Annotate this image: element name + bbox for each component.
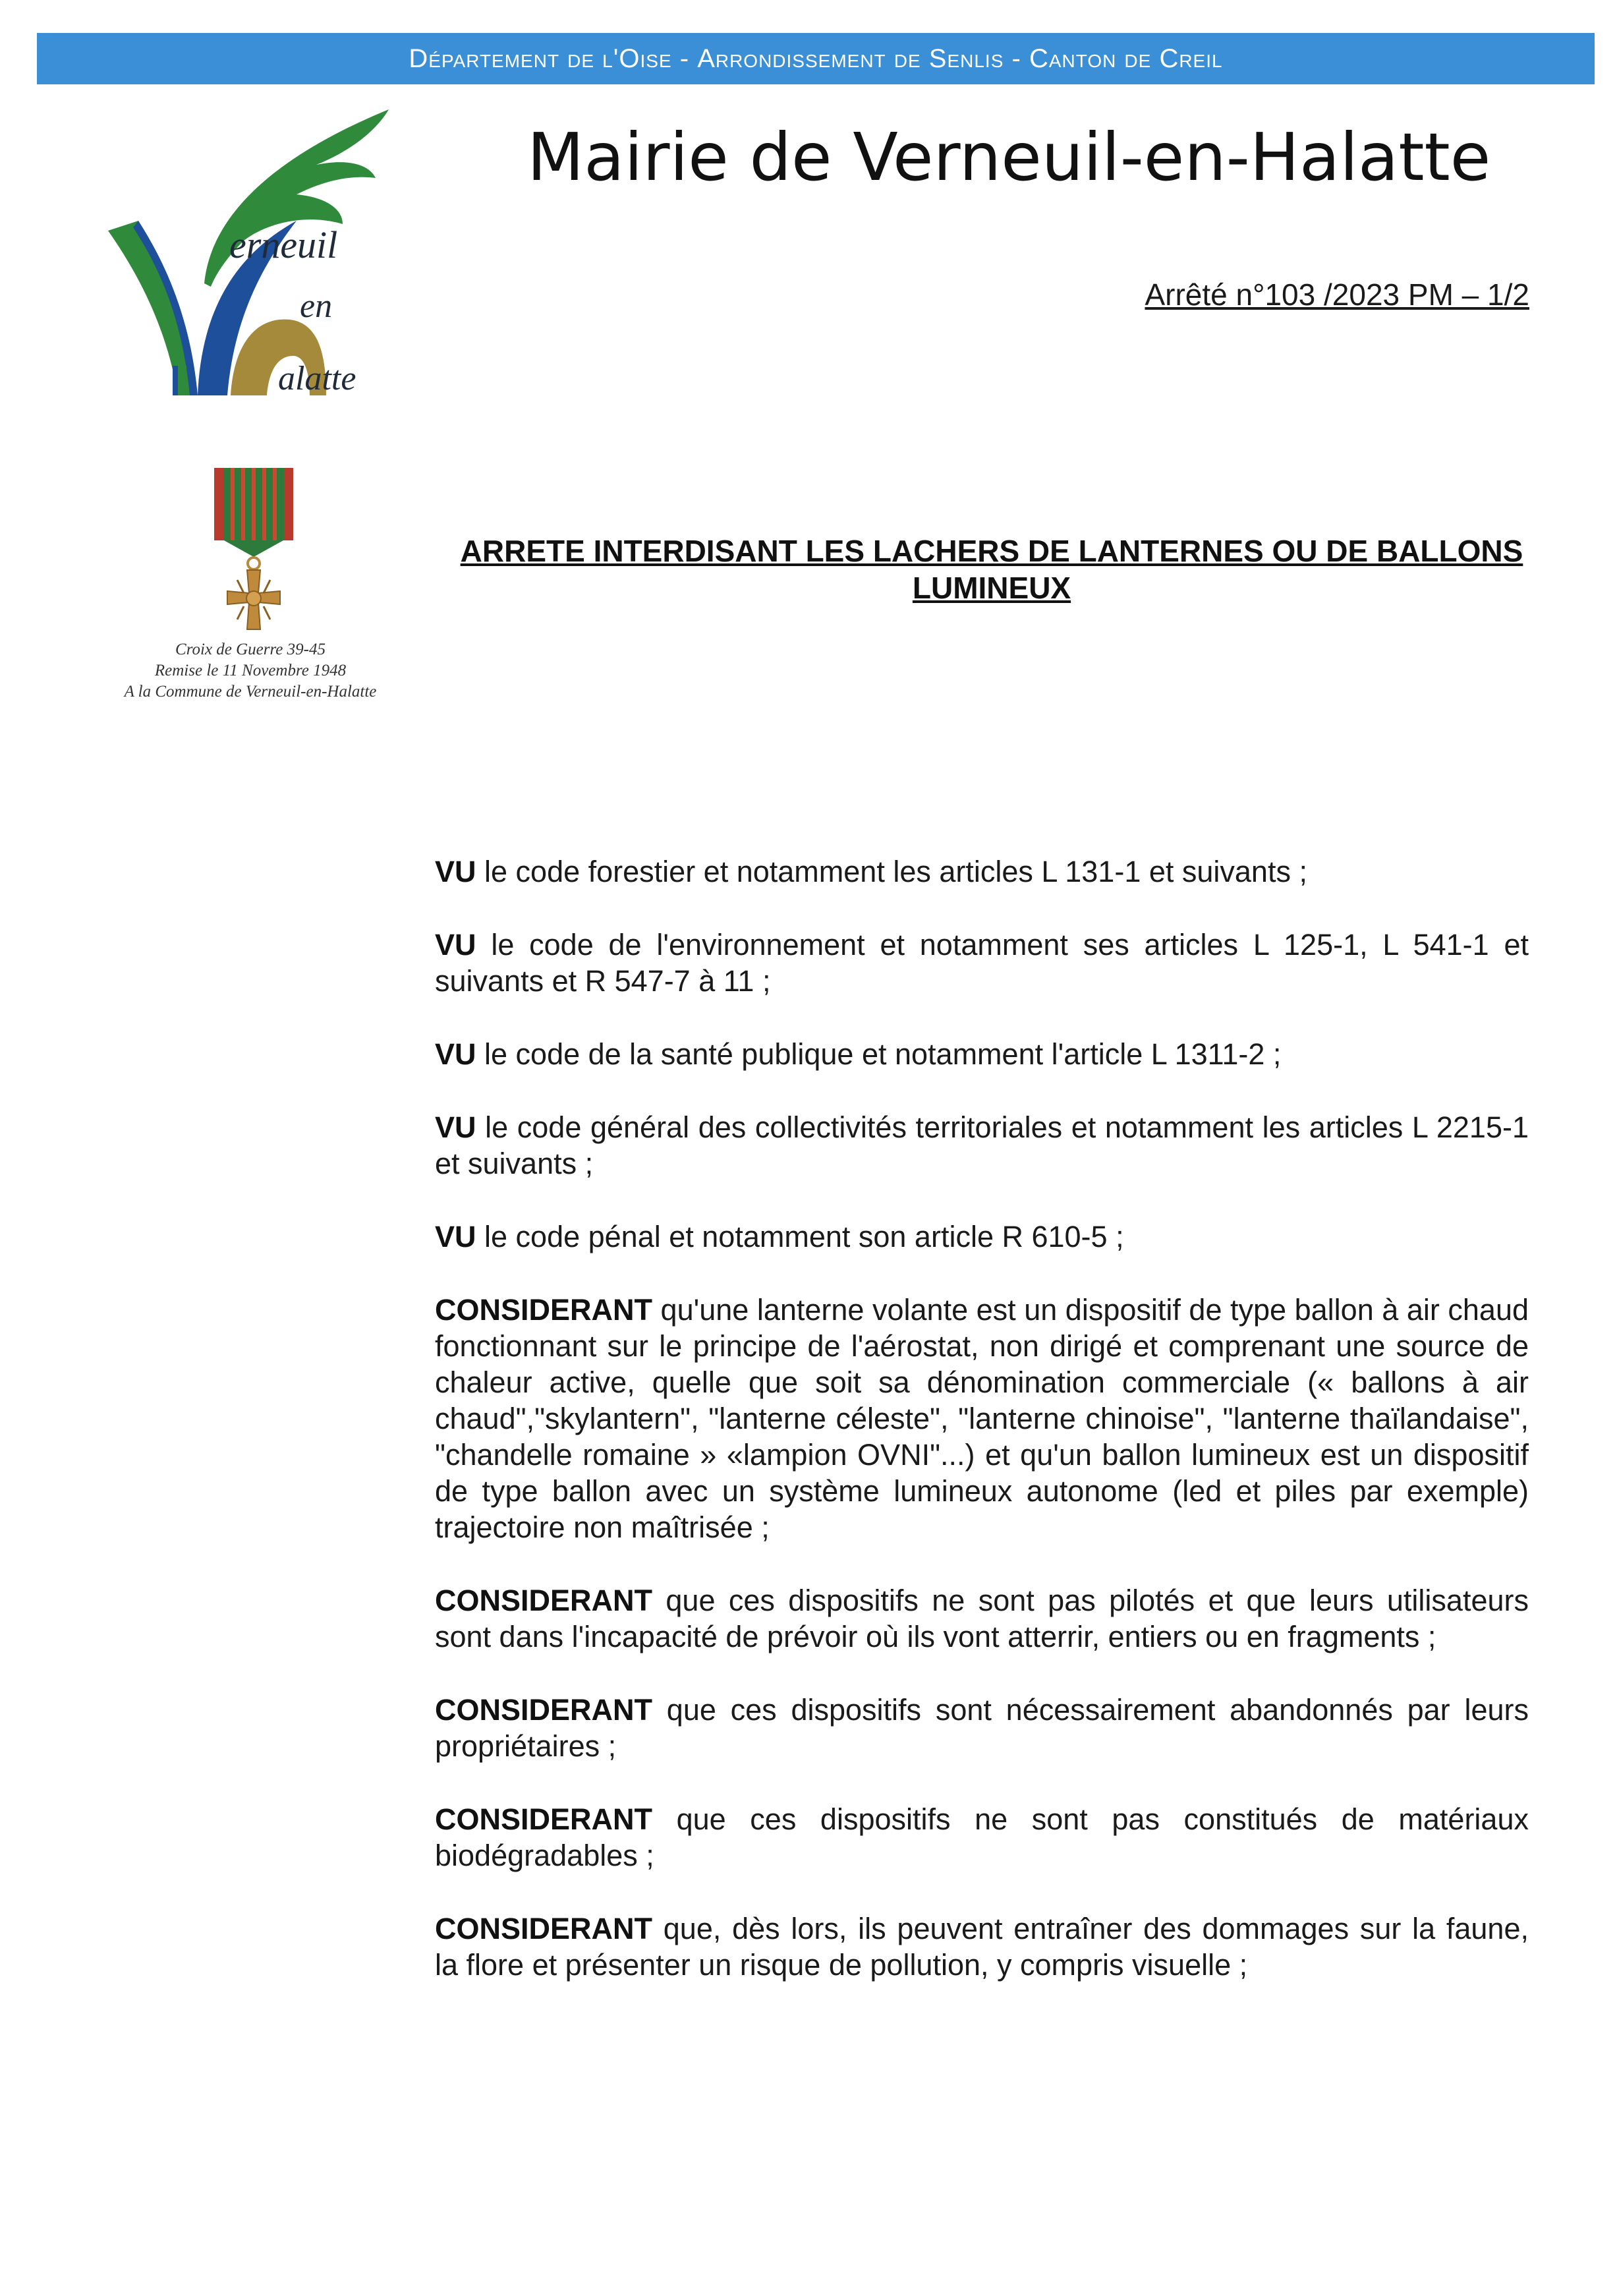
mairie-title: Mairie de Verneuil-en-Halatte [527, 119, 1491, 196]
medal-caption [72, 639, 428, 703]
clause-text: le code forestier et notamment les articles L 131-1 et suivants ; [476, 855, 1307, 888]
clause-lead: CONSIDERANT [435, 1293, 653, 1327]
clause-paragraph [435, 1910, 1529, 1983]
banner-departement: Département de l'Oise [409, 43, 672, 73]
clause-lead: CONSIDERANT [435, 1584, 653, 1617]
clause-text: que ces dispositifs ne sont pas constitués de matériaux biodégradables ; [435, 1802, 1529, 1872]
document-title [448, 532, 1535, 606]
clause-text: le code de l'environnement et notamment ses articles L 125-1, L 541-1 et suivants et R 547-7 à 11 ; [435, 928, 1529, 998]
clause-text: qu'une lanterne volante est un dispositif de type ballon à air chaud fonctionnant sur le principe de l'aérostat, non dirigé et comprenant une source de chaleur active, quelle que soit sa dénomination commerciale (« ballons à air chaud","skylantern", "lanterne céleste", "lanterne chinoise", "lanterne thaïlandaise", "chandelle romaine » «lampion OVNI"...) et qu'un ballon lumineux est un dispositif de type ballon avec un système lumineux autonome (led et piles par exemple) trajectoire non maîtrisée ; [435, 1293, 1529, 1544]
clause-lead: VU [435, 928, 476, 961]
clause-text: le code général des collectivités territoriales et notamment les articles L 2215-1 et suivants ; [435, 1110, 1529, 1180]
clause-paragraph [435, 1036, 1529, 1072]
croix-de-guerre-medal [211, 465, 297, 643]
logo-text-line1: erneuil [229, 223, 338, 266]
clause-lead: CONSIDERANT [435, 1802, 653, 1836]
medal-caption-line: Croix de Guerre 39-45 [175, 641, 326, 658]
medal-caption-line: Remise le 11 Novembre 1948 [154, 662, 347, 679]
town-logo [99, 105, 409, 415]
banner-separator: - [1004, 43, 1029, 73]
banner-canton: Canton de Creil [1029, 43, 1223, 73]
logo-text-line2: en [300, 287, 333, 325]
clause-lead: VU [435, 1037, 476, 1071]
clause-paragraph [435, 927, 1529, 999]
clause-paragraph [435, 1292, 1529, 1545]
clause-lead: VU [435, 855, 476, 888]
header-banner [37, 33, 1595, 84]
logo-text-line3: alatte [278, 360, 356, 397]
clause-paragraph [435, 1109, 1529, 1182]
arrete-number: Arrêté n°103 /2023 PM – 1/2 [1145, 277, 1529, 312]
clause-lead: VU [435, 1220, 476, 1253]
banner-arrondissement: Arrondissement de Senlis [697, 43, 1004, 73]
clause-lead: CONSIDERANT [435, 1912, 653, 1945]
clause-paragraph [435, 1801, 1529, 1874]
medal-icon [211, 465, 297, 643]
clause-paragraph [435, 1692, 1529, 1764]
clause-text: que ces dispositifs sont nécessairement abandonnés par leurs propriétaires ; [435, 1693, 1529, 1763]
document-title-line: LUMINEUX [912, 571, 1071, 605]
clause-paragraph [435, 1582, 1529, 1655]
medal-caption-line: A la Commune de Verneuil-en-Halatte [124, 683, 377, 701]
clause-text: que ces dispositifs ne sont pas pilotés et que leurs utilisateurs sont dans l'incapacité de prévoir où ils vont atterrir, entiers ou en fragments ; [435, 1584, 1529, 1653]
clause-lead: CONSIDERANT [435, 1693, 653, 1727]
document-body [435, 853, 1529, 2020]
clause-lead: VU [435, 1110, 476, 1144]
clause-text: que, dès lors, ils peuvent entraîner des dommages sur la faune, la flore et présenter un risque de pollution, y compris visuelle ; [435, 1912, 1529, 1982]
clause-paragraph [435, 1219, 1529, 1255]
clause-text: le code pénal et notamment son article R 610-5 ; [476, 1220, 1124, 1253]
clause-paragraph [435, 853, 1529, 890]
clause-text: le code de la santé publique et notamment l'article L 1311-2 ; [476, 1037, 1282, 1071]
document-title-line: ARRETE INTERDISANT LES LACHERS DE LANTERNES OU DE BALLONS [460, 534, 1523, 568]
banner-separator: - [671, 43, 698, 73]
